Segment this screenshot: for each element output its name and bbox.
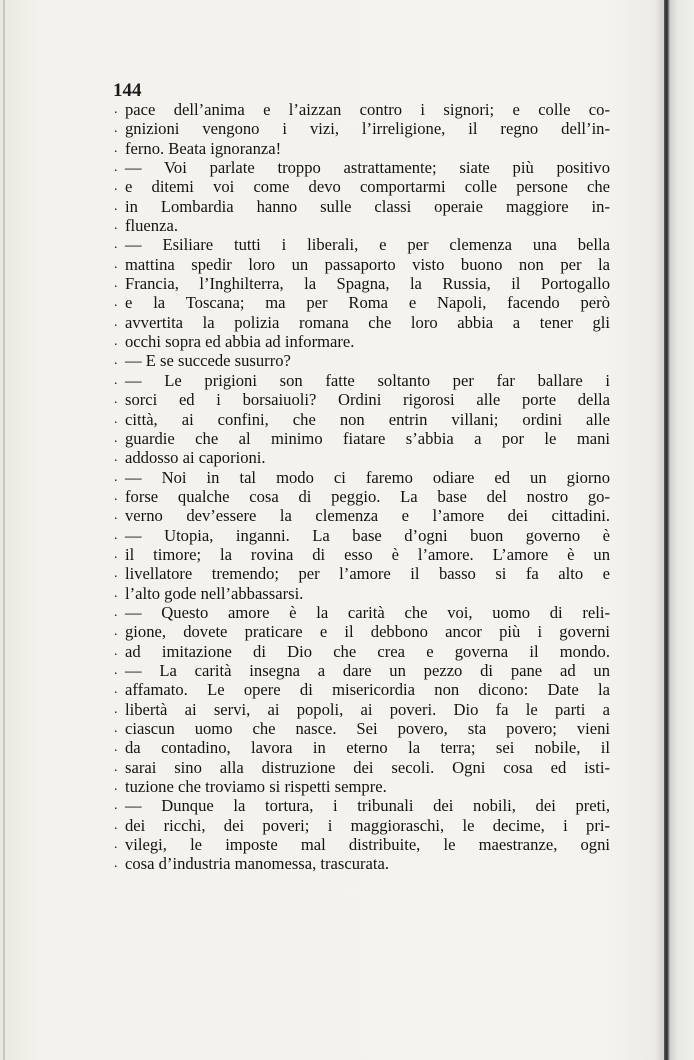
margin-dot: . (114, 817, 118, 833)
line-text: in Lombardia hanno sulle classi operaie maggiore in- (125, 196, 610, 216)
margin-dot: . (114, 721, 118, 736)
line-text: forse qualche cosa di peggio. La base del nostro go- (125, 486, 610, 506)
margin-dot: . (114, 276, 118, 292)
margin-dot: . (114, 566, 118, 582)
text-line (114, 351, 610, 370)
line-text: e la Toscana; ma per Roma e Napoli, facendo però (125, 293, 610, 313)
line-text: — Questo amore è la carità che voi, uomo di reli- (125, 602, 610, 622)
text-line (114, 410, 610, 429)
text-line (114, 487, 610, 506)
line-text: gione, dovete praticare e il debbono ancor più i governi (125, 622, 610, 642)
line-text: sarai sino alla distruzione dei secoli. Ogni cosa ed isti- (125, 757, 610, 777)
text-line (114, 468, 610, 487)
text-line (114, 197, 610, 216)
line-text: — Le prigioni son fatte soltanto per far ballare i (125, 370, 610, 390)
text-line (114, 100, 610, 119)
line-text: libertà ai servi, ai popoli, ai poveri. Dio fa le parti a (125, 699, 610, 719)
line-text: mattina spedir loro un passaporto visto buono non per la (125, 254, 610, 274)
text-line (114, 139, 610, 158)
margin-dot: . (114, 740, 118, 756)
margin-dot: . (114, 160, 118, 176)
body-text (114, 100, 610, 874)
margin-dot: . (114, 662, 118, 678)
margin-dot: . (114, 798, 118, 814)
text-line (114, 758, 610, 777)
margin-dot: . (114, 295, 118, 311)
margin-dot: . (114, 624, 118, 640)
text-line (114, 506, 610, 525)
text-line (114, 293, 610, 312)
margin-dot: . (114, 585, 118, 601)
text-line (114, 661, 610, 680)
text-line (114, 564, 610, 583)
margin-dot: . (114, 643, 118, 659)
page-left-edge (3, 0, 5, 1060)
line-text: livellatore tremendo; per l’amore il basso si fa alto e (125, 564, 610, 584)
page-number: 144 (113, 80, 142, 101)
line-text: — Esiliare tutti i liberali, e per clemenza una bella (125, 235, 610, 255)
text-line (114, 235, 610, 254)
margin-dot: . (114, 372, 118, 388)
line-text: — Dunque la tortura, i tribunali dei nobili, dei preti, (125, 796, 610, 816)
margin-dot: . (114, 334, 118, 350)
text-line (114, 313, 610, 332)
margin-dot: . (114, 179, 118, 195)
margin-dot: . (114, 430, 118, 446)
text-line (114, 796, 610, 815)
line-text: vilegi, le imposte mal distribuite, le maestranze, ogni (125, 835, 610, 855)
line-text: occhi sopra ed abbia ad informare. (125, 332, 355, 352)
text-line (114, 719, 610, 738)
line-text: avvertita la polizia romana che loro abbia a tener gli (125, 312, 610, 332)
margin-dot: . (114, 469, 118, 485)
line-text: l’alto gode nell’abbassarsi. (125, 583, 304, 603)
margin-dot: . (114, 604, 118, 620)
text-line (114, 158, 610, 177)
text-line (114, 680, 610, 699)
line-text: tuzione che troviamo si rispetti sempre. (125, 777, 387, 797)
line-text: verno dev’essere la clemenza e l’amore dei cittadini. (125, 506, 610, 526)
text-line (114, 332, 610, 351)
line-text: il timore; la rovina di esso è l’amore. L’amore è un (125, 544, 610, 564)
text-line (114, 429, 610, 448)
text-line (114, 177, 610, 196)
text-line (114, 816, 610, 835)
line-text: — Utopia, inganni. La base d’ogni buon governo è (125, 525, 610, 545)
line-text: cosa d’industria manomessa, trascurata. (125, 854, 390, 874)
line-text: città, ai confini, che non entrin villani; ordini alle (125, 409, 610, 429)
line-text: addosso ai caporioni. (125, 448, 266, 468)
line-text: Francia, l’Inghilterra, la Spagna, la Russia, il Portogallo (125, 274, 610, 294)
line-text: ciascun uomo che nasce. Sei povero, sta povero; vieni (125, 719, 610, 738)
margin-dot: . (114, 198, 118, 214)
line-text: sorci ed i borsaiuoli? Ordini rigorosi alle porte della (125, 390, 610, 410)
margin-dot: . (114, 218, 118, 234)
text-line (114, 603, 610, 622)
text-line (114, 545, 610, 564)
margin-dot: . (114, 140, 118, 156)
margin-dot: . (114, 121, 118, 137)
line-text: dei ricchi, dei poveri; i maggioraschi, le decime, i pri- (125, 815, 610, 835)
binding-edge (664, 0, 694, 1060)
line-text: da contadino, lavora in eterno la terra; sei nobile, il (125, 738, 610, 758)
text-line (114, 777, 610, 796)
margin-dot: . (114, 527, 118, 543)
text-line (114, 642, 610, 661)
margin-dot: . (114, 546, 118, 562)
margin-dot: . (114, 837, 118, 853)
line-text: fluenza. (125, 216, 178, 236)
line-text: ad imitazione di Dio che crea e governa il mondo. (125, 641, 610, 661)
line-text: ferno. Beata ignoranza! (125, 138, 282, 158)
text-line (114, 526, 610, 545)
margin-dot: . (114, 411, 118, 427)
margin-dot: . (114, 256, 118, 272)
margin-dot: . (114, 682, 118, 698)
line-text: e ditemi voi come devo comportarmi colle persone che (125, 177, 610, 197)
margin-dot: . (114, 856, 118, 872)
text-line (114, 700, 610, 719)
margin-dot: . (114, 237, 118, 253)
margin-dot: . (114, 353, 118, 369)
margin-dot: . (114, 779, 118, 795)
text-line (114, 835, 610, 854)
margin-dot: . (114, 102, 118, 117)
margin-dot: . (114, 701, 118, 717)
margin-dot: . (114, 508, 118, 524)
text-line (114, 448, 610, 467)
text-line (114, 371, 610, 390)
line-text: affamato. Le opere di misericordia non dicono: Date la (125, 680, 610, 700)
margin-dot: . (114, 314, 118, 330)
text-line (114, 119, 610, 138)
text-line (114, 622, 610, 641)
line-text: pace dell’anima e l’aizzan contro i signori; e colle co- (125, 100, 610, 119)
text-line (114, 216, 610, 235)
text-line (114, 255, 610, 274)
text-line (114, 390, 610, 409)
margin-dot: . (114, 392, 118, 408)
line-text: — La carità insegna a dare un pezzo di pane ad un (125, 660, 610, 680)
margin-dot: . (114, 488, 118, 504)
text-line (114, 854, 610, 873)
margin-dot: . (114, 759, 118, 775)
text-line (114, 738, 610, 757)
margin-dot: . (114, 450, 118, 466)
text-line (114, 274, 610, 293)
line-text: — E se succede susurro? (125, 351, 291, 371)
line-text: — Voi parlate troppo astrattamente; siate più positivo (125, 158, 610, 178)
text-line (114, 584, 610, 603)
line-text: gnizioni vengono i vizi, l’irreligione, il regno dell’in- (125, 119, 610, 139)
line-text: guardie che al minimo fiatare s’abbia a por le mani (125, 428, 610, 448)
line-text: — Noi in tal modo ci faremo odiare ed un giorno (125, 467, 610, 487)
